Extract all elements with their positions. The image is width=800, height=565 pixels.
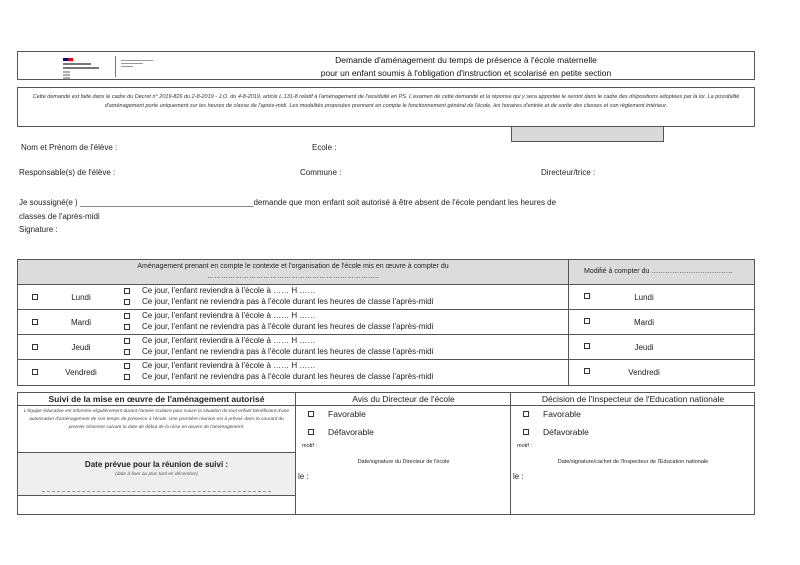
form-title-line2: pour un enfant soumis à l'obligation d'instruction et scolarisé en petite section <box>320 68 612 78</box>
inspecteur-defavorable-option[interactable]: Défavorable <box>523 427 589 437</box>
day-label: Vendredi <box>628 368 660 377</box>
day-label: Jeudi <box>71 343 91 352</box>
table-row-vendredi <box>18 359 754 385</box>
checkbox-mardi[interactable] <box>32 319 38 325</box>
date-reunion-input-line[interactable] <box>42 491 271 492</box>
suivi-title: Suivi de la mise en œuvre de l'aménagement autorisé <box>18 393 295 406</box>
day-label: Vendredi <box>65 368 97 377</box>
logo-text-line <box>63 67 99 69</box>
directeur-motif-field[interactable]: motif : <box>302 443 317 449</box>
table-header-left <box>18 260 568 284</box>
flag-red <box>68 58 73 61</box>
inspecteur-le-field[interactable]: le : <box>513 472 524 481</box>
directeur-defavorable-option[interactable]: Défavorable <box>308 427 374 437</box>
form-header <box>17 51 755 80</box>
table-row-lundi <box>18 284 754 310</box>
logo-text-line <box>63 77 70 79</box>
option-return[interactable]: Ce jour, l'enfant reviendra à l'école à …… H …… <box>124 361 315 370</box>
decision-inspecteur-title: Décision de l'Inspecteur de l'Education nationale <box>511 393 755 406</box>
field-directeur[interactable]: Directeur/trice : <box>541 168 596 177</box>
modified-vendredi <box>568 360 755 385</box>
modified-lundi <box>568 285 755 310</box>
logo-text-line <box>63 71 70 73</box>
checkbox-jeudi[interactable] <box>32 344 38 350</box>
field-nom-prenom[interactable]: Nom et Prénom de l'élève : <box>21 143 118 152</box>
checkbox-modified-vendredi[interactable] <box>584 368 590 374</box>
amenagement-table <box>17 259 755 386</box>
logo-text-line <box>63 74 70 76</box>
checkbox-no-return[interactable] <box>124 374 130 380</box>
inspecteur-motif-field[interactable]: motif : <box>517 443 532 449</box>
logo-text-line <box>63 63 91 65</box>
checkbox-defavorable[interactable] <box>308 429 314 435</box>
option-no-return[interactable]: Ce jour, l'enfant ne reviendra pas à l'école durant les heures de classe l'après-midi <box>124 372 433 381</box>
academie-logo <box>63 58 99 78</box>
date-reunion-subtitle: (date à fixer au plus tard en décembre) <box>115 472 198 477</box>
logo-separator <box>115 56 116 77</box>
checkbox-modified-lundi[interactable] <box>584 293 590 299</box>
table-header-right[interactable]: Modifié à compter du …………………………….. <box>568 260 754 284</box>
checkbox-defavorable[interactable] <box>523 429 529 435</box>
checkbox-favorable[interactable] <box>523 411 529 417</box>
avis-directeur-column <box>295 393 511 514</box>
form-title-line1: Demande d'aménagement du temps de présence à l'école maternelle <box>335 55 597 65</box>
intro-legal-text: Cette demande est faite dans le cadre du Décret n° 2019-826 du 2-8-2019 - J.O. du 4-8-2019, article L.131-8 relatif à l'aménagement de l'assiduité en PS. L'examen de cette demande et la réponse qui y sera apportée le seront dans le cadre des dispositions adoptées par la loi. La possibilité d'aménagement porte uniquement sur les heures de classe de l'après-midi. Les modalités proposées prennent en compte le fonctionnement général de l'école, les horaires d'entrée et de sortie des classes et son règlement intérieur. <box>17 87 755 127</box>
day-label: Lundi <box>71 293 91 302</box>
avis-directeur-title: Avis du Directeur de l'école <box>296 393 511 406</box>
checkbox-return[interactable] <box>124 338 130 344</box>
checkbox-vendredi[interactable] <box>32 369 38 375</box>
field-commune[interactable]: Commune : <box>300 168 342 177</box>
modified-jeudi <box>568 335 755 360</box>
option-return[interactable]: Ce jour, l'enfant reviendra à l'école à …… H …… <box>124 311 315 320</box>
day-label: Jeudi <box>634 343 654 352</box>
logo-subtitle-line <box>121 60 153 61</box>
checkbox-no-return[interactable] <box>124 349 130 355</box>
option-no-return[interactable]: Ce jour, l'enfant ne reviendra pas à l'école durant les heures de classe l'après-midi <box>124 297 433 306</box>
day-label: Mardi <box>70 318 91 327</box>
declaration-line1[interactable]: Je soussigné(e ) _______________________________________demande que mon enfant soit autorisé à être absent de l'école pendant les heures de <box>19 198 557 207</box>
field-ecole[interactable]: Ecole : <box>312 143 337 152</box>
date-reunion-title: Date prévue pour la réunion de suivi : <box>84 460 229 469</box>
grey-tab <box>511 127 664 142</box>
suivi-text: L'équipe éducative est informée régulièrement durant l'année scolaire pour suivre la situation de tout enfant bénéficiant d'une autorisation d'aménagement de son temps de présence à l'école. Une première réunion est à prévoir dans le courant du premier trimestre suivant la date de début de la mise en œuvre de l'aménagement. <box>23 409 290 430</box>
option-return[interactable]: Ce jour, l'enfant reviendra à l'école à …… H …… <box>124 336 315 345</box>
logo-subtitle-line <box>121 63 143 64</box>
checkbox-modified-mardi[interactable] <box>584 318 590 324</box>
checkbox-no-return[interactable] <box>124 324 130 330</box>
table-row-mardi <box>18 309 754 335</box>
field-responsables[interactable]: Responsable(s) de l'élève : <box>19 168 116 177</box>
modified-mardi <box>568 310 755 335</box>
table-header-left-dots[interactable]: ……………………………………………………………….. <box>207 273 379 280</box>
signature-label: Signature : <box>19 225 58 234</box>
option-no-return[interactable]: Ce jour, l'enfant ne reviendra pas à l'école durant les heures de classe l'après-midi <box>124 322 433 331</box>
declaration-line2: classes de l'après-midi <box>19 212 100 221</box>
suivi-column <box>18 393 295 514</box>
checkbox-return[interactable] <box>124 363 130 369</box>
decision-section <box>17 392 755 515</box>
decision-inspecteur-column <box>510 393 755 514</box>
inspecteur-date-signature-label: Date/signature/cachet de l'Inspecteur de l'Education nationale <box>557 459 709 465</box>
option-return[interactable]: Ce jour, l'enfant reviendra à l'école à …… H …… <box>124 286 315 295</box>
checkbox-lundi[interactable] <box>32 294 38 300</box>
directeur-le-field[interactable]: le : <box>298 472 309 481</box>
logo-subtitle-line <box>121 66 133 67</box>
table-row-jeudi <box>18 334 754 360</box>
day-label: Mardi <box>633 318 654 327</box>
checkbox-no-return[interactable] <box>124 299 130 305</box>
option-no-return[interactable]: Ce jour, l'enfant ne reviendra pas à l'école durant les heures de classe l'après-midi <box>124 347 433 356</box>
checkbox-modified-jeudi[interactable] <box>584 343 590 349</box>
table-header-left-title: Aménagement prenant en compte le contexte et l'organisation de l'école mis en œuvre à compter du <box>137 263 449 270</box>
checkbox-return[interactable] <box>124 313 130 319</box>
day-label: Lundi <box>634 293 654 302</box>
directeur-favorable-option[interactable]: Favorable <box>308 409 366 419</box>
checkbox-return[interactable] <box>124 288 130 294</box>
directeur-date-signature-label: Date/signature du Directeur de l'école <box>357 459 450 465</box>
checkbox-favorable[interactable] <box>308 411 314 417</box>
date-reunion-box <box>18 452 295 496</box>
inspecteur-favorable-option[interactable]: Favorable <box>523 409 581 419</box>
